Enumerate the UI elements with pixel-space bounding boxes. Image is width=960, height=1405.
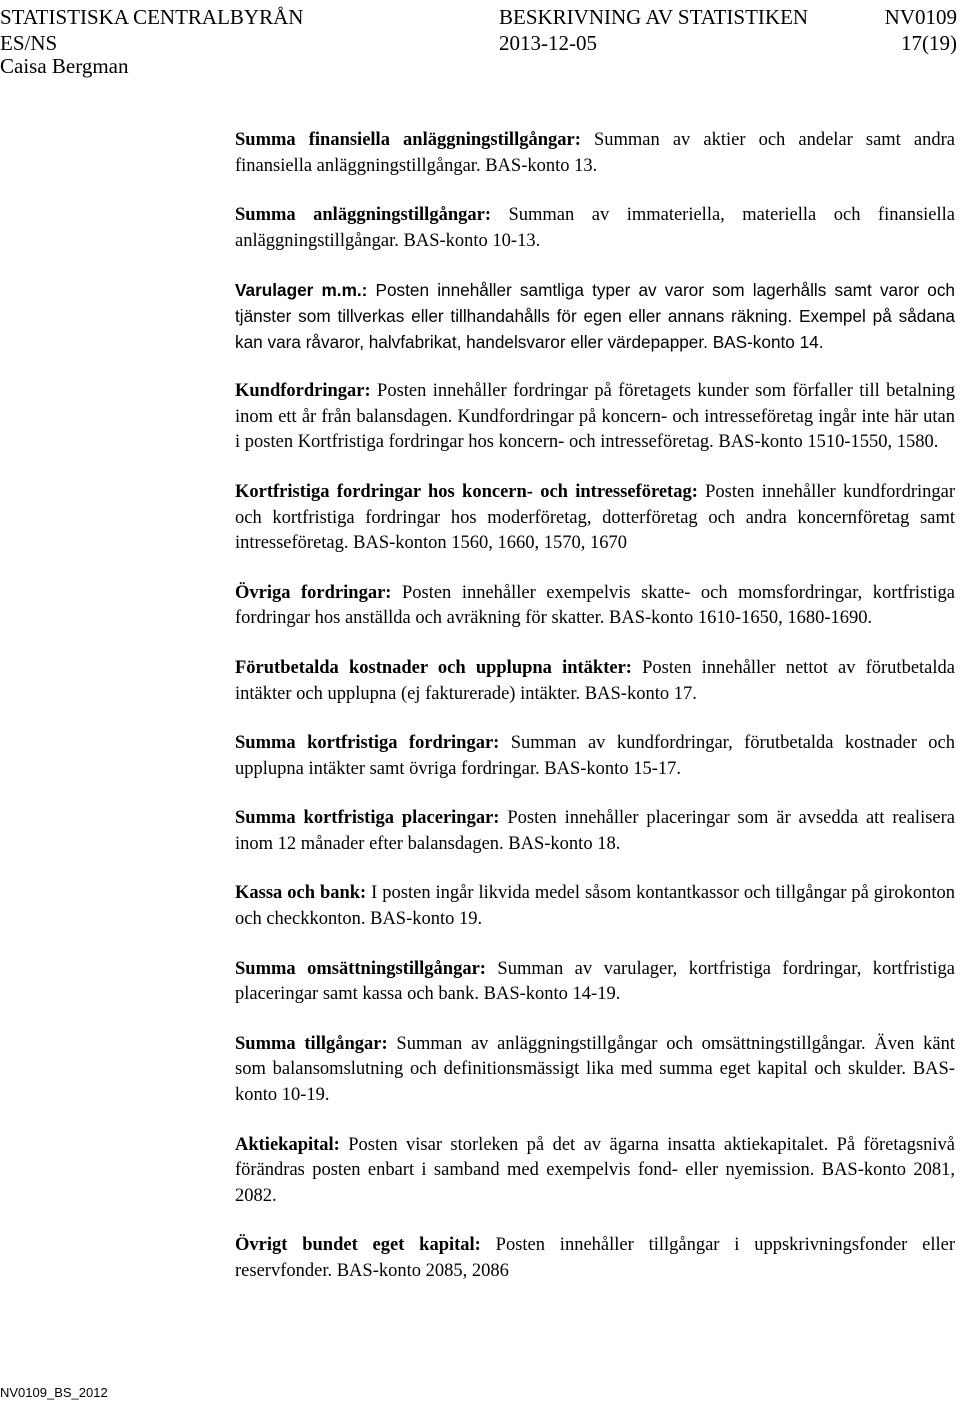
definition-term: Summa kortfristiga fordringar: (235, 733, 500, 754)
document-type: BESKRIVNING AV STATISTIKEN (499, 5, 809, 29)
definition-term: Kortfristiga fordringar hos koncern- och intresseföretag: (235, 481, 698, 502)
page-footer: NV0109_BS_2012 (0, 1385, 108, 1400)
definition-term: Övriga fordringar: (235, 582, 392, 603)
definition-entry (235, 806, 955, 857)
definition-entry (235, 379, 955, 456)
definition-entry (235, 480, 955, 557)
definition-term: Övrigt bundet eget kapital: (235, 1235, 481, 1256)
unit-code: ES/NS (0, 31, 58, 55)
definition-entry (235, 128, 955, 179)
definition-text: Summan av immateriella, materiella och finansiella anläggningstillgångar. BAS-konto 10-13. (235, 205, 955, 251)
definition-term: Aktiekapital: (235, 1134, 340, 1155)
definition-term: Summa tillgångar: (235, 1033, 388, 1054)
definition-text: Posten innehåller nettot av förutbetalda intäkter och upplupna (ej fakturerade) intäkter. BAS-konto 17. (235, 657, 955, 704)
definition-entry (235, 278, 955, 355)
definition-entry (235, 731, 955, 782)
document-date: 2013-12-05 (499, 31, 597, 55)
definition-text: Posten innehåller kundfordringar och kortfristiga fordringar hos moderföretag, dotterföretag och andra koncernföretag samt intresseföretag. BAS-konton 1560, 1660, 1570, 1670 (235, 481, 955, 554)
definition-term: Kundfordringar: (235, 381, 371, 402)
definition-entry (235, 957, 955, 1008)
definition-term: Varulager m.m.: (235, 280, 368, 301)
definition-text: Posten innehåller samtliga typer av varor som lagerhålls samt varor och tjänster som tillverkas eller tillhandahålls för egen eller annans räkning. Exempel på sådana kan vara råvaror, halvfabrikat, handelsvaror eller värdepapper. BAS-konto 14. (235, 280, 955, 352)
page-header (0, 0, 960, 80)
definition-text: Posten innehåller placeringar som är avsedda att realisera inom 12 månader efter balansdagen. BAS-konto 18. (235, 808, 955, 854)
definition-text: Posten innehåller fordringar på företagets kunder som förfaller till betalning inom ett år från balansdagen. Kundfordringar på koncern- och intresseföretag ingår inte här utan i posten Kortfristiga fordringar hos koncern- och intresseföretag. BAS-konto 1510-1550, 1580. (235, 381, 955, 453)
definition-entry (235, 1032, 955, 1109)
organization-name: STATISTISKA CENTRALBYRÅN (0, 5, 304, 29)
definition-entry (235, 203, 955, 254)
document-body (235, 128, 955, 1309)
definition-text: Summan av kundfordringar, förutbetalda kostnader och upplupna intäkter samt övriga fordringar. BAS-konto 15-17. (235, 733, 955, 779)
definition-term: Kassa och bank: (235, 883, 367, 904)
definition-entry (235, 881, 955, 932)
definition-text: Summan av aktier och andelar samt andra finansiella anläggningstillgångar. BAS-konto 13. (235, 130, 955, 176)
definition-term: Summa finansiella anläggningstillgångar: (235, 130, 581, 150)
definition-entry (235, 1233, 955, 1284)
definition-entry (235, 656, 955, 707)
definition-text: Summan av varulager, kortfristiga fordringar, kortfristiga placeringar samt kassa och bank. BAS-konto 14-19. (235, 958, 955, 1005)
definition-text: Posten visar storleken på det av ägarna insatta aktiekapitalet. På företagsnivå förändras posten enbart i samband med exempelvis fond- eller nyemission. BAS-konto 2081, 2082. (235, 1134, 955, 1206)
definition-term: Summa anläggningstillgångar: (235, 205, 491, 226)
definition-text: Posten innehåller tillgångar i uppskrivningsfonder eller reservfonder. BAS-konto 2085, 2086 (235, 1235, 955, 1281)
document-number: NV0109 (884, 5, 957, 29)
definition-text: I posten ingår likvida medel såsom kontantkassor och tillgångar på girokonton och checkkonton. BAS-konto 19. (235, 883, 955, 930)
author-name: Caisa Bergman (0, 54, 129, 78)
definition-entry (235, 1133, 955, 1210)
definition-entry (235, 581, 955, 632)
definition-term: Summa kortfristiga placeringar: (235, 808, 500, 829)
definition-text: Posten innehåller exempelvis skatte- och momsfordringar, kortfristiga fordringar hos anställda och avräkning för skatter. BAS-konto 1610-1650, 1680-1690. (235, 582, 955, 629)
definition-term: Summa omsättningstillgångar: (235, 958, 486, 979)
definition-text: Summan av anläggningstillgångar och omsättningstillgångar. Även känt som balansomslutning och definitionsmässigt lika med summa eget kapital och skulder. BAS-konto 10-19. (235, 1033, 956, 1106)
definition-term: Förutbetalda kostnader och upplupna intäkter: (235, 657, 632, 678)
page-number: 17(19) (901, 31, 957, 55)
